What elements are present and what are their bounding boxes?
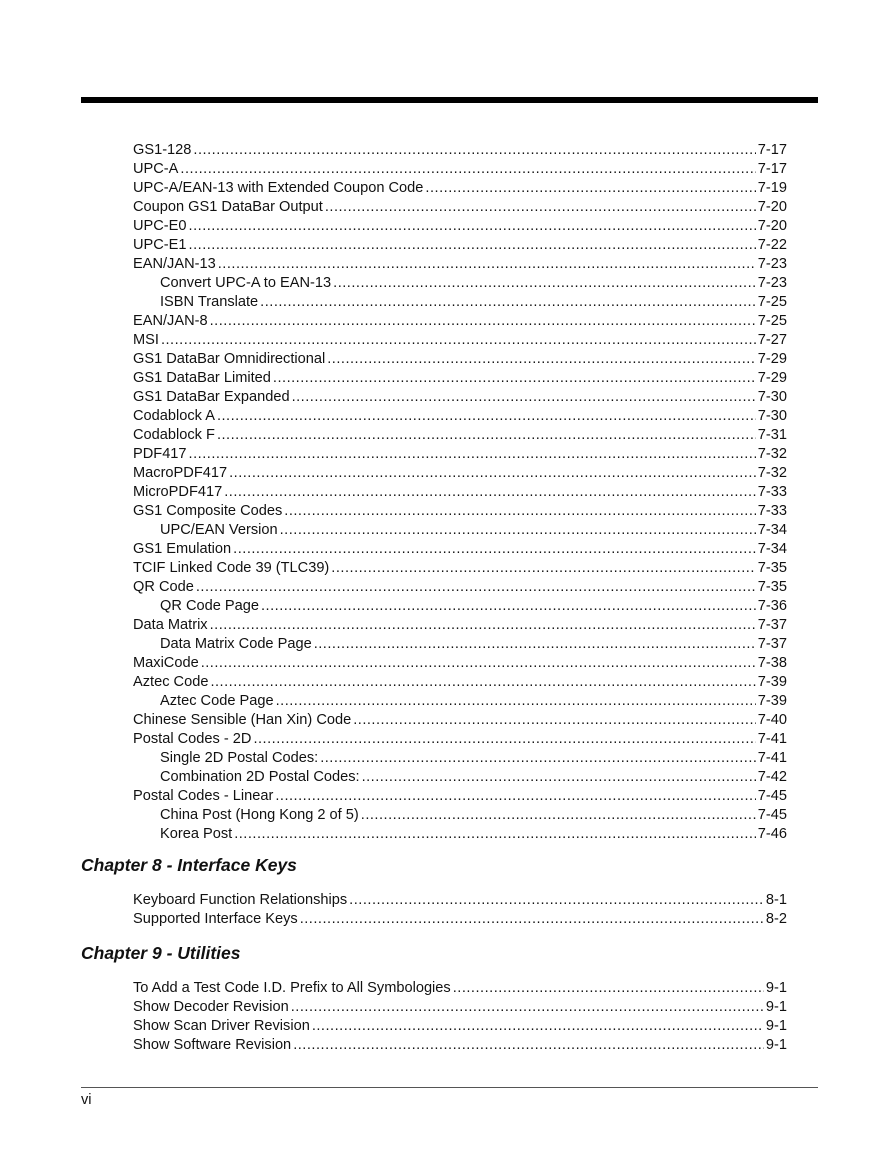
toc-entry-page: 7-45: [757, 788, 787, 804]
toc-entry-page: 8-2: [765, 911, 787, 927]
dot-leader: [327, 350, 756, 369]
toc-entry[interactable]: [133, 502, 787, 521]
dot-leader: [196, 578, 756, 597]
toc-entry-title: Supported Interface Keys: [133, 911, 298, 927]
toc-entry-title: QR Code Page: [160, 598, 259, 614]
toc-entry[interactable]: [133, 654, 787, 673]
dot-leader: [453, 979, 764, 998]
dot-leader: [233, 540, 756, 559]
dot-leader: [349, 891, 764, 910]
toc-entry[interactable]: [133, 350, 787, 369]
dot-leader: [261, 597, 756, 616]
toc-entry-title: PDF417: [133, 446, 187, 462]
toc-entry-title: UPC-A/EAN-13 with Extended Coupon Code: [133, 180, 424, 196]
toc-entry-page: 7-20: [757, 218, 787, 234]
dot-leader: [292, 388, 756, 407]
dot-leader: [180, 160, 755, 179]
toc-entry[interactable]: [133, 331, 787, 350]
dot-leader: [210, 673, 755, 692]
toc-entry-page: 7-35: [757, 579, 787, 595]
toc-entry-title: EAN/JAN-13: [133, 256, 216, 272]
toc-entry-title: Convert UPC-A to EAN-13: [160, 275, 332, 291]
toc-entry[interactable]: [133, 160, 787, 179]
toc-entry-title: GS1 DataBar Omnidirectional: [133, 351, 326, 367]
toc-entry-page: 7-33: [757, 503, 787, 519]
dot-leader: [291, 998, 764, 1017]
toc-entry-title: China Post (Hong Kong 2 of 5): [160, 807, 359, 823]
dot-leader: [300, 910, 764, 929]
toc-subentry[interactable]: [133, 635, 787, 654]
toc-entry[interactable]: [133, 673, 787, 692]
dot-leader: [293, 1036, 764, 1055]
toc-entry-title: GS1-128: [133, 142, 192, 158]
toc-entry-title: UPC/EAN Version: [160, 522, 278, 538]
dot-leader: [312, 1017, 764, 1036]
toc-entry-page: 7-25: [757, 294, 787, 310]
dot-leader: [161, 331, 756, 350]
dot-leader: [189, 217, 756, 236]
toc-subentry[interactable]: [133, 293, 787, 312]
toc-entry-page: 7-30: [757, 408, 787, 424]
toc-entry[interactable]: [133, 998, 787, 1017]
dot-leader: [218, 255, 756, 274]
toc-entry-page: 7-45: [757, 807, 787, 823]
toc-entry-page: 7-32: [757, 465, 787, 481]
toc-entry-title: MSI: [133, 332, 159, 348]
toc-subentry[interactable]: [133, 692, 787, 711]
toc-entry[interactable]: [133, 312, 787, 331]
toc-entry-page: 7-46: [757, 826, 787, 842]
toc-entry-title: Aztec Code Page: [160, 693, 274, 709]
toc-entry-title: TCIF Linked Code 39 (TLC39): [133, 560, 330, 576]
toc-entry[interactable]: [133, 407, 787, 426]
toc-entry-page: 7-38: [757, 655, 787, 671]
toc-chapter-9-list: [133, 979, 787, 1055]
toc-entry-page: 7-35: [757, 560, 787, 576]
page-number: vi: [81, 1092, 92, 1108]
toc-entry-title: Codablock F: [133, 427, 215, 443]
toc-entry-title: Single 2D Postal Codes:: [160, 750, 319, 766]
dot-leader: [217, 407, 756, 426]
toc-entry-title: To Add a Test Code I.D. Prefix to All Symbologies: [133, 980, 451, 996]
dot-leader: [224, 483, 756, 502]
toc-entry-title: Codablock A: [133, 408, 215, 424]
toc-entry-page: 9-1: [765, 999, 787, 1015]
toc-entry-title: Korea Post: [160, 826, 233, 842]
toc-entry-title: Keyboard Function Relationships: [133, 892, 348, 908]
toc-entry[interactable]: [133, 578, 787, 597]
toc-entry-page: 8-1: [765, 892, 787, 908]
toc-entry-page: 7-37: [757, 617, 787, 633]
toc-entry-title: Show Decoder Revision: [133, 999, 289, 1015]
toc-entry-page: 7-25: [757, 313, 787, 329]
dot-leader: [275, 787, 755, 806]
dot-leader: [217, 426, 756, 445]
toc-entry[interactable]: [133, 255, 787, 274]
toc-subentry[interactable]: [133, 825, 787, 844]
toc-entry-title: Show Software Revision: [133, 1037, 292, 1053]
toc-entry-page: 7-29: [757, 370, 787, 386]
toc-entry-page: 7-19: [757, 180, 787, 196]
dot-leader: [189, 445, 756, 464]
chapter-9-heading[interactable]: Chapter 9 - Utilities: [81, 943, 241, 963]
toc-entry-title: GS1 DataBar Limited: [133, 370, 271, 386]
toc-entry-title: Coupon GS1 DataBar Output: [133, 199, 323, 215]
toc-entry-page: 7-41: [757, 731, 787, 747]
toc-entry-page: 7-23: [757, 275, 787, 291]
toc-chapter-7-list: [133, 141, 787, 844]
toc-entry-title: GS1 Composite Codes: [133, 503, 283, 519]
toc-entry-page: 7-17: [757, 142, 787, 158]
toc-subentry[interactable]: [133, 597, 787, 616]
toc-entry-page: 7-31: [757, 427, 787, 443]
dot-leader: [333, 274, 756, 293]
dot-leader: [331, 559, 755, 578]
toc-entry[interactable]: [133, 540, 787, 559]
dot-leader: [361, 806, 756, 825]
toc-entry-title: EAN/JAN-8: [133, 313, 208, 329]
dot-leader: [234, 825, 756, 844]
dot-leader: [284, 502, 756, 521]
dot-leader: [325, 198, 756, 217]
toc-entry-page: 7-22: [757, 237, 787, 253]
toc-entry-page: 7-27: [757, 332, 787, 348]
dot-leader: [353, 711, 756, 730]
toc-entry-page: 7-23: [757, 256, 787, 272]
toc-entry-page: 9-1: [765, 1018, 787, 1034]
toc-subentry[interactable]: [133, 274, 787, 293]
dot-leader: [280, 521, 756, 540]
dot-leader: [425, 179, 755, 198]
toc-entry-page: 7-39: [757, 693, 787, 709]
toc-entry[interactable]: [133, 1017, 787, 1036]
toc-entry-title: Chinese Sensible (Han Xin) Code: [133, 712, 352, 728]
toc-entry-title: Postal Codes - Linear: [133, 788, 274, 804]
toc-entry-title: Combination 2D Postal Codes:: [160, 769, 360, 785]
toc-entry-title: Data Matrix Code Page: [160, 636, 312, 652]
toc-entry[interactable]: [133, 559, 787, 578]
toc-subentry[interactable]: [133, 521, 787, 540]
dot-leader: [314, 635, 756, 654]
toc-entry[interactable]: [133, 1036, 787, 1055]
toc-entry[interactable]: [133, 787, 787, 806]
toc-entry[interactable]: [133, 616, 787, 635]
dot-leader: [210, 312, 756, 331]
dot-leader: [229, 464, 756, 483]
toc-subentry[interactable]: [133, 806, 787, 825]
toc-entry-page: 7-20: [757, 199, 787, 215]
toc-entry-page: 7-33: [757, 484, 787, 500]
dot-leader: [276, 692, 756, 711]
toc-entry[interactable]: [133, 445, 787, 464]
toc-entry[interactable]: [133, 483, 787, 502]
toc-entry-title: MacroPDF417: [133, 465, 228, 481]
toc-entry[interactable]: [133, 464, 787, 483]
toc-entry-title: QR Code: [133, 579, 194, 595]
toc-entry[interactable]: [133, 910, 787, 929]
dot-leader: [273, 369, 756, 388]
chapter-8-heading[interactable]: Chapter 8 - Interface Keys: [81, 855, 297, 875]
toc-entry[interactable]: [133, 891, 787, 910]
toc-entry-title: MaxiCode: [133, 655, 199, 671]
toc-entry-title: UPC-E1: [133, 237, 187, 253]
toc-entry-page: 7-37: [757, 636, 787, 652]
toc-entry-title: Show Scan Driver Revision: [133, 1018, 310, 1034]
toc-entry-title: UPC-E0: [133, 218, 187, 234]
dot-leader: [362, 768, 756, 787]
toc-entry[interactable]: [133, 711, 787, 730]
dot-leader: [193, 141, 755, 160]
toc-entry-page: 7-39: [757, 674, 787, 690]
toc-subentry[interactable]: [133, 749, 787, 768]
toc-entry-page: 7-34: [757, 522, 787, 538]
toc-entry-title: UPC-A: [133, 161, 179, 177]
toc-entry[interactable]: [133, 979, 787, 998]
dot-leader: [201, 654, 756, 673]
toc-entry[interactable]: [133, 198, 787, 217]
toc-entry-title: GS1 DataBar Expanded: [133, 389, 290, 405]
toc-entry-page: 9-1: [765, 980, 787, 996]
toc-entry-page: 7-36: [757, 598, 787, 614]
toc-entry-page: 7-40: [757, 712, 787, 728]
header-rule: [81, 97, 818, 103]
dot-leader: [260, 293, 756, 312]
toc-entry-title: Aztec Code: [133, 674, 209, 690]
toc-entry-page: 7-17: [757, 161, 787, 177]
toc-entry-page: 7-30: [757, 389, 787, 405]
toc-entry[interactable]: [133, 236, 787, 255]
toc-entry-page: 7-42: [757, 769, 787, 785]
toc-entry-title: MicroPDF417: [133, 484, 223, 500]
toc-entry-page: 7-41: [757, 750, 787, 766]
toc-entry-title: Data Matrix: [133, 617, 208, 633]
toc-entry[interactable]: [133, 730, 787, 749]
toc-subentry[interactable]: [133, 768, 787, 787]
dot-leader: [253, 730, 755, 749]
footer-rule: [81, 1087, 818, 1088]
toc-chapter-8-list: [133, 891, 787, 929]
toc-entry[interactable]: [133, 179, 787, 198]
toc-entry-page: 9-1: [765, 1037, 787, 1053]
toc-entry[interactable]: [133, 388, 787, 407]
toc-entry[interactable]: [133, 141, 787, 160]
toc-entry-page: 7-32: [757, 446, 787, 462]
toc-entry-page: 7-29: [757, 351, 787, 367]
toc-entry-title: Postal Codes - 2D: [133, 731, 252, 747]
toc-entry[interactable]: [133, 369, 787, 388]
dot-leader: [320, 749, 756, 768]
toc-entry[interactable]: [133, 217, 787, 236]
dot-leader: [189, 236, 756, 255]
dot-leader: [210, 616, 756, 635]
toc-entry[interactable]: [133, 426, 787, 445]
toc-entry-page: 7-34: [757, 541, 787, 557]
toc-entry-title: GS1 Emulation: [133, 541, 232, 557]
toc-entry-title: ISBN Translate: [160, 294, 259, 310]
